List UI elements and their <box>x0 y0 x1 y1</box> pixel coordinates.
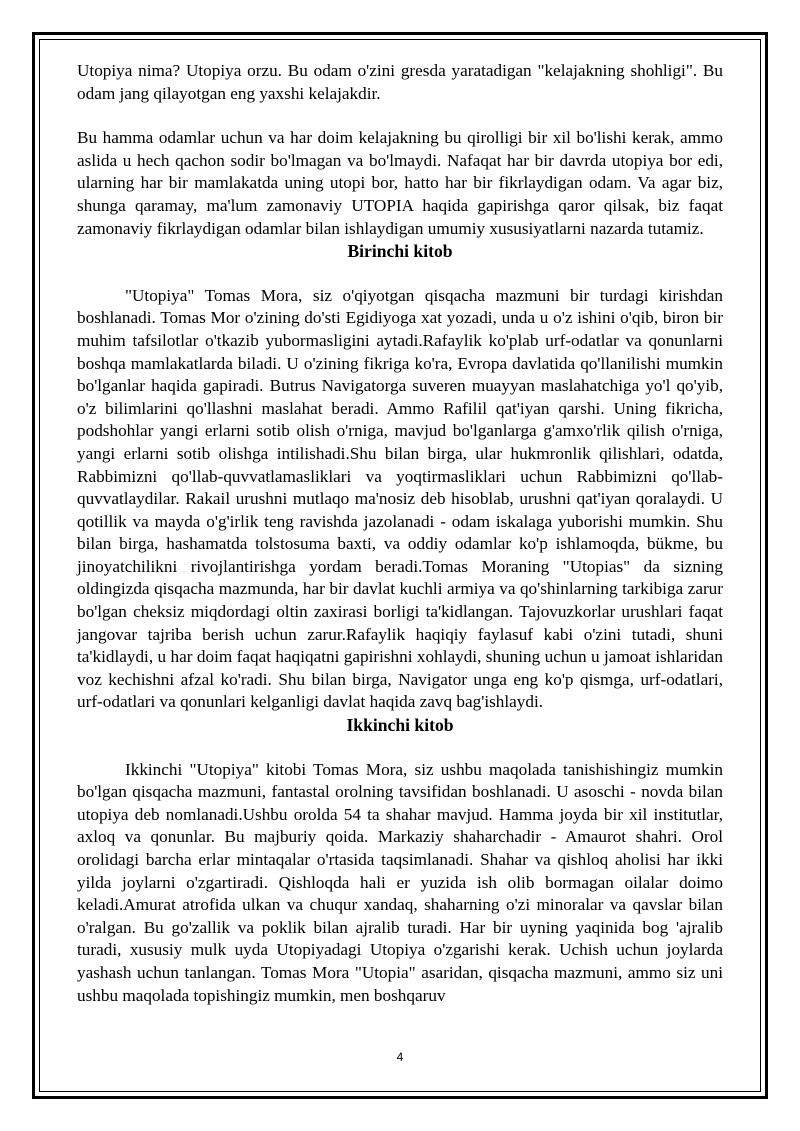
intro-paragraph-1: Utopiya nima? Utopiya orzu. Bu odam o'zini gresda yaratadigan "kelajakning shohligi". Bu odam jang qilayotgan eng yaxshi kelajakdir. <box>77 61 723 103</box>
intro-paragraph-2: Bu hamma odamlar uchun va har doim kelajakning bu qirolligi bir xil bo'lishi kerak, ammo aslida u hech qachon sodir bo'lmagan va bo'lmaydi. Nafaqat har bir davrda utopiya bor edi, ularning har bir mamlakatda uning utopi bor, hatto har bir fikrlaydigan odam. Va agar biz, shunga qaramay, ma'lum zamonaviy UTOPIA haqida gapirishga qaror qilsak, biz faqat zamonaviy fikrlaydigan odamlar bilan ishlaydigan umumiy xususiyatlarni nazarda tutamiz. <box>77 128 723 238</box>
section1-paragraph: "Utopiya" Tomas Mora, siz o'qiyotgan qisqacha mazmuni bir turdagi kirishdan boshlanadi. Tomas Mor o'zining do'sti Egidiyoga xat yozadi, unda u o'z ishini o'qib, biron bir muhim tafsilotlar o'tkazib yubormasligini aytadi.Rafaylik ko'plab urf-odatlar va qonunlarni boshqa mamlakatlarda biladi. U o'zining fikriga ko'ra, Evropa davlatida qo'llanilishi mumkin bo'lganlar haqida gapiradi. Butrus Navigatorga suveren muayyan maslahatchiga yo'l qo'yib, o'z bilimlarini qo'llashni maslahat beradi. Ammo Rafilil qat'iyan qarshi. Uning fikricha, podshohlar yangi erlarni sotib olish o'rniga, mavjud bo'lganlarga g'amxo'rlik qilish o'rniga, yangi erlarni sotib olishga intilishadi.Shu bilan birga, ular hukmronlik qilishlari, odatda, Rabbimizni qo'llab-quvvatlamasliklari va yoqtirmasliklari uchun Rabbimizni qo'llab-quvvatlaydilar. Rakail urushni mutlaqo ma'nosiz deb hisoblab, urushni qat'iyan qoralaydi. U qotillik va mayda o'g'irlik teng ravishda jazolanadi - odam iskalaga yuborishi mumkin. Shu bilan birga, hashamatda tolstosuma baxti, va oddiy odamlar ko'p ishlamoqda, bükme, bu jinoyatchilikni rivojlantirishga yordam beradi.Tomas Moraning "Utopias" da sizning oldingizda qisqacha mazmunda, har bir davlat kuchli armiya va qo'shinlarning tarkibiga zarur bo'lgan cheksiz miqdordagi oltin zaxirasi borligi ta'kidlangan. Tajovuzkorlar urushlari faqat jangovar tajriba berish uchun zarur.Rafaylik haqiqiy faylasuf kabi o'zini tutadi, shuni ta'kidlaydi, u har doim faqat haqiqatni gapirishni xohlaydi, shuning uchun u jamoat ishlaridan voz kechishni afzal ko'radi. Shu bilan birga, Navigator unga eng ko'p qismga, urf-odatlari, urf-odatlari va qonunlari kelganligi davlat haqida zavq bag'ishlaydi. <box>77 285 723 712</box>
section2-paragraph: Ikkinchi "Utopiya" kitobi Tomas Mora, siz ushbu maqolada tanishishingiz mumkin bo'lgan qisqacha mazmuni, fantastal orolning tavsifidan boshlanadi. U asoschi - novda bilan utopiya deb nomlanadi.Ushbu orolda 54 ta shahar mavjud. Hamma joyda bir xil institutlar, axloq va qonunlar. Bu majburiy qoida. Markaziy shaharchadir - Amaurot shahri. Orol orolidagi barcha erlar mintaqalar o'rtasida taqsimlanadi. Shahar va qishloq aholisi har ikki yilda joylarni o'zgartiradi. Qishloqda hali er yuzida ish olib bormagan oilalar doimo keladi.Amurat atrofida ulkan va chuqur xandaq, shaharning o'zi minoralar va qavslar bilan o'ralgan. Bu go'zallik va poklik bilan ajralib turadi. Har bir uyning yaqinida bog 'ajralib turadi, xususiy mulk uyda Utopiyadagi Utopiya o'zgarishi kerak. Uchish uchun joylarda yashash uchun tanlangan. Tomas Mora "Utopia" asaridan, qisqacha mazmuni, ammo siz uni ushbu maqolada topishingiz mumkin, men boshqaruv <box>77 759 723 1005</box>
document-body <box>77 60 723 1007</box>
section-heading-ikkinchi-kitob: Ikkinchi kitob <box>346 715 454 736</box>
section-heading-birinchi-kitob: Birinchi kitob <box>347 241 453 262</box>
page-number: 4 <box>396 1050 404 1064</box>
